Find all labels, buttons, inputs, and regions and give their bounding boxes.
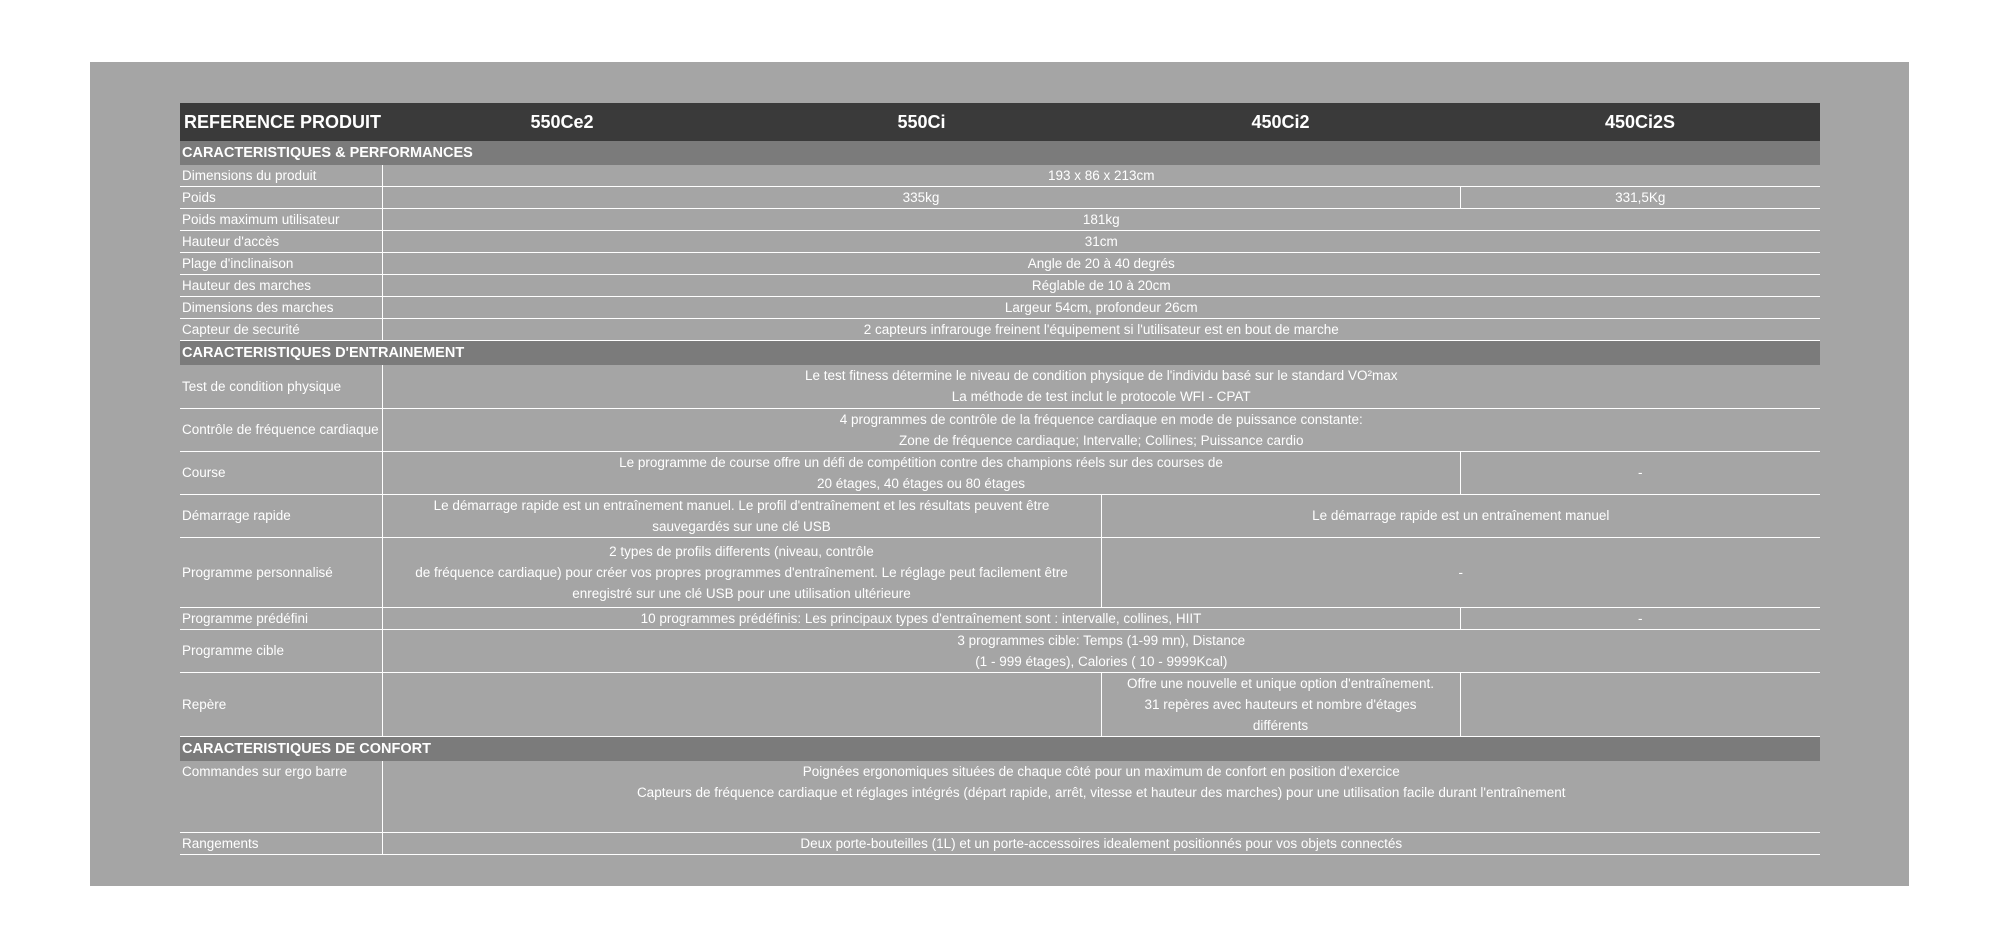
section-performances [180, 141, 1820, 165]
reference-header: REFERENCE PRODUIT [180, 103, 382, 141]
spec-sheet-panel [90, 62, 1909, 886]
row-value-450ci2s: - [1460, 607, 1820, 629]
table-row [180, 607, 1820, 629]
table-row [180, 297, 1820, 319]
row-value-450ci2s [1460, 672, 1820, 736]
row-label: Poids maximum utilisateur [180, 209, 382, 231]
table-row [180, 275, 1820, 297]
row-label: Démarrage rapide [180, 494, 382, 537]
table-row [180, 231, 1820, 253]
section-title: CARACTERISTIQUES D'ENTRAINEMENT [180, 341, 1820, 366]
table-row [180, 833, 1820, 855]
table-row [180, 537, 1820, 607]
row-value-550: Le démarrage rapide est un entraînement manuel. Le profil d'entraînement et les résultats peuvent être sauvegardés sur une clé USB [382, 494, 1101, 537]
row-value: 181kg [382, 209, 1820, 231]
table-header-row [180, 103, 1820, 141]
row-label: Hauteur d'accès [180, 231, 382, 253]
section-entrainement [180, 341, 1820, 366]
row-value: Poignées ergonomiques situées de chaque côté pour un maximum de confort en position d'exercice Capteurs de fréquence cardiaque et réglages intégrés (départ rapide, arrêt, vitesse et hauteur des marches) pour une utilisation facile durant l'entraînement [382, 761, 1820, 833]
table-row [180, 253, 1820, 275]
row-label: Programme prédéfini [180, 607, 382, 629]
row-value-550 [382, 672, 1101, 736]
row-label: Contrôle de fréquence cardiaque [180, 408, 382, 451]
row-label: Programme cible [180, 629, 382, 672]
row-value: Largeur 54cm, profondeur 26cm [382, 297, 1820, 319]
row-value-550: 2 types de profils differents (niveau, contrôle de fréquence cardiaque) pour créer vos propres programmes d'entraînement. Le réglage peut facilement être enregistré sur une clé USB pour une utilisation ultérieure [382, 537, 1101, 607]
row-label: Capteur de securité [180, 319, 382, 341]
row-value: 31cm [382, 231, 1820, 253]
row-label: Hauteur des marches [180, 275, 382, 297]
row-value-450ci2s: 331,5Kg [1460, 187, 1820, 209]
row-label: Dimensions du produit [180, 165, 382, 187]
row-label: Plage d'inclinaison [180, 253, 382, 275]
row-label: Rangements [180, 833, 382, 855]
model-450ci2s-header: 450Ci2S [1460, 103, 1820, 141]
row-value: Angle de 20 à 40 degrés [382, 253, 1820, 275]
table-row [180, 187, 1820, 209]
table-row [180, 629, 1820, 672]
row-label: Test de condition physique [180, 365, 382, 408]
row-label: Poids [180, 187, 382, 209]
row-value: 10 programmes prédéfinis: Les principaux types d'entraînement sont : intervalle, collines, HIIT [382, 607, 1460, 629]
row-value-450: - [1101, 537, 1820, 607]
row-value: Le programme de course offre un défi de compétition contre des champions réels sur des courses de 20 étages, 40 étages ou 80 étages [382, 451, 1460, 494]
table-row [180, 365, 1820, 408]
row-value: 3 programmes cible: Temps (1-99 mn), Distance (1 - 999 étages), Calories ( 10 - 9999Kcal) [382, 629, 1820, 672]
product-spec-table [180, 103, 1820, 855]
table-row [180, 165, 1820, 187]
row-label: Dimensions des marches [180, 297, 382, 319]
table-row [180, 209, 1820, 231]
row-value-450ci2s: - [1460, 451, 1820, 494]
table-row [180, 319, 1820, 341]
table-row [180, 672, 1820, 736]
table-row [180, 451, 1820, 494]
row-value: 193 x 86 x 213cm [382, 165, 1820, 187]
model-550ci-header: 550Ci [742, 103, 1101, 141]
model-550ce2-header: 550Ce2 [382, 103, 742, 141]
row-value: 2 capteurs infrarouge freinent l'équipement si l'utilisateur est en bout de marche [382, 319, 1820, 341]
section-confort [180, 736, 1820, 761]
section-title: CARACTERISTIQUES & PERFORMANCES [180, 141, 1820, 165]
row-value-450ci2: Offre une nouvelle et unique option d'entraînement. 31 repères avec hauteurs et nombre d'étages différents [1101, 672, 1460, 736]
row-value-450: Le démarrage rapide est un entraînement manuel [1101, 494, 1820, 537]
row-label: Commandes sur ergo barre [180, 761, 382, 833]
row-value: 4 programmes de contrôle de la fréquence cardiaque en mode de puissance constante: Zone de fréquence cardiaque; Intervalle; Collines; Puissance cardio [382, 408, 1820, 451]
model-450ci2-header: 450Ci2 [1101, 103, 1460, 141]
row-value: Deux porte-bouteilles (1L) et un porte-accessoires idealement positionnés pour vos objets connectés [382, 833, 1820, 855]
row-label: Repère [180, 672, 382, 736]
table-row [180, 761, 1820, 833]
section-title: CARACTERISTIQUES DE CONFORT [180, 736, 1820, 761]
table-row [180, 408, 1820, 451]
row-value: Le test fitness détermine le niveau de condition physique de l'individu basé sur le standard VO²max La méthode de test inclut le protocole WFI - CPAT [382, 365, 1820, 408]
row-value: Réglable de 10 à 20cm [382, 275, 1820, 297]
row-label: Course [180, 451, 382, 494]
table-row [180, 494, 1820, 537]
row-label: Programme personnalisé [180, 537, 382, 607]
row-value: 335kg [382, 187, 1460, 209]
